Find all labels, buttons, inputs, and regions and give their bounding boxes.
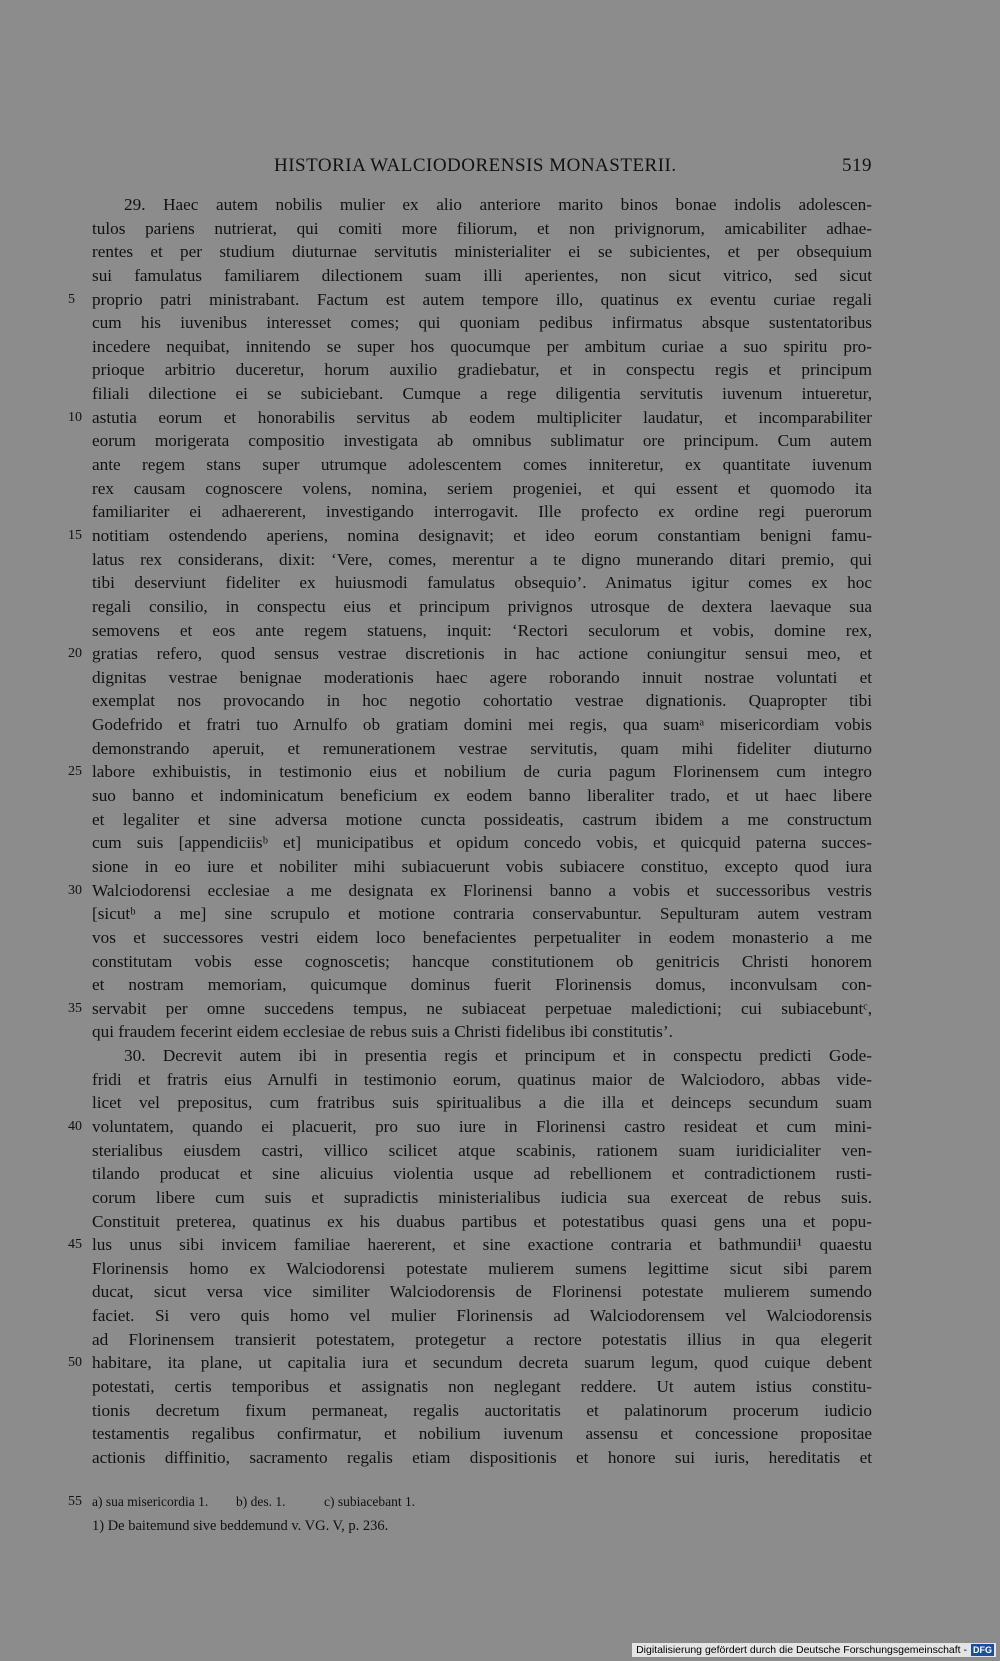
text-line <box>92 217 872 241</box>
line-text: familiariter ei adhaererent, investigando interrogavit. Ille profecto ex ordine regi puerorum <box>92 502 872 522</box>
text-line <box>92 429 872 453</box>
line-text: sterialibus eiusdem castri, villico scilicet atque scabinis, rationem suam iuridicialiter ven- <box>92 1140 872 1160</box>
text-line <box>92 1446 872 1470</box>
line-text: et legaliter et sine adversa motione cuncta possideatis, castrum ibidem a me constructum <box>92 809 872 829</box>
line-number: 30 <box>68 882 82 898</box>
line-text: eorum morigerata compositio investigata ab omnibus sublimatur ore principum. Cum autem <box>92 431 872 451</box>
line-text: cum his iuvenibus interesset comes; qui quoniam pedibus infirmatus absque sustentatoribus <box>92 313 872 333</box>
line-text: Walciodorensi ecclesiae a me designata ex Florinensi banno a vobis et successoribus vestris <box>92 880 872 900</box>
text-line <box>92 193 872 217</box>
apparatus-note-b: b) des. 1. <box>236 1494 286 1509</box>
line-number: 35 <box>68 1000 82 1016</box>
line-text: constitutam vobis esse cognoscetis; hancque constitutionem ob genitricis Christi honorem <box>92 951 872 971</box>
text-line <box>92 666 872 690</box>
text-line <box>92 500 872 524</box>
line-text: regali consilio, in conspectu eius et principum privignos utrosque de dextera laevaque sua <box>92 596 872 616</box>
text-line <box>92 902 872 926</box>
text-line <box>92 973 872 997</box>
line-text: Constituit preterea, quatinus ex his duabus partibus et potestatibus quasi gens una et popu- <box>92 1211 872 1231</box>
line-text: qui fraudem fecerint eidem ecclesiae de rebus suis a Christi fidelibus ibi constitutis’. <box>92 1022 673 1042</box>
text-line <box>92 571 872 595</box>
text-line <box>92 311 872 335</box>
text-line <box>68 524 872 548</box>
line-text: 29. Haec autem nobilis mulier ex alio anteriore marito binos bonae indolis adolescen- <box>124 195 872 214</box>
line-text: notitiam ostendendo aperiens, nomina designavit; et ideo eorum constantiam benigni famu- <box>92 525 872 545</box>
text-line <box>68 760 872 784</box>
text-line <box>92 1257 872 1281</box>
apparatus-note-a: a) sua misericordia 1. <box>92 1494 209 1509</box>
text-line <box>92 1139 872 1163</box>
line-text: incedere nequibat, innitendo se super hos quocumque per ambitum curiae a suo spiritu pro- <box>92 336 872 356</box>
text-line <box>68 288 872 312</box>
line-text: ducat, sicut versa vice similiter Walciodorensis de Florinensi potestate mulierem sumendo <box>92 1282 872 1302</box>
line-text: tilando producat et sine alicuius violentia usque ad rebellionem et contradictionem rusti- <box>92 1164 872 1184</box>
line-number: 5 <box>68 291 75 307</box>
line-text: Florinensis homo ex Walciodorensi potestate mulierem sumens legittime sicut sibi parem <box>92 1258 872 1278</box>
text-line <box>92 1044 872 1068</box>
line-text: 30. Decrevit autem ibi in presentia regis et principum et in conspectu predicti Gode- <box>124 1046 872 1066</box>
line-text: vos et successores vestri eidem loco benefacientes perpetualiter in eodem monasterio a me <box>92 927 872 947</box>
text-line <box>68 1233 872 1257</box>
text-line <box>92 1020 872 1044</box>
text-line <box>92 737 872 761</box>
credit-text: Digitalisierung gefördert durch die Deutsche Forschungsgemeinschaft - <box>636 1644 967 1656</box>
line-number: 45 <box>68 1237 82 1253</box>
line-text: Godefrido et fratri tuo Arnulfo ob gratiam domini mei regis, qua suamᵃ misericordiam vobis <box>92 715 872 735</box>
text-line <box>92 1375 872 1399</box>
text-line <box>92 1280 872 1304</box>
line-number: 40 <box>68 1118 82 1134</box>
line-text: dignitas vestrae benignae moderationis haec agere roborando innuit nostrae voluntati et <box>92 667 872 687</box>
text-line <box>92 382 872 406</box>
text-line <box>68 642 872 666</box>
line-text: latus rex considerans, dixit: ‘Vere, comes, merentur a te digno munerando ditari premio, qui <box>92 549 872 569</box>
apparatus-line <box>68 1491 872 1513</box>
line-text: rex causam cognoscere volens, nomina, seriem progeniei, et qui essent et quomodo ita <box>92 478 872 498</box>
text-line <box>92 855 872 879</box>
line-text: sione in eo iure et nobiliter mihi subiacuerunt vobis subiacere constituo, excepto quod iura <box>92 856 872 876</box>
line-text: labore exhibuistis, in testimonio eius et nobilium de curia pagum Florinensem cum integro <box>92 762 872 782</box>
dfg-credit <box>632 1643 996 1657</box>
text-line <box>92 335 872 359</box>
footnote-1: 1) De baitemund sive beddemund v. VG. V, p. 236. <box>92 1518 389 1534</box>
line-text: gratias refero, quod sensus vestrae discretionis in hac actione coniungitur sensui meo, et <box>92 644 872 664</box>
line-text: exemplat nos provocando in hoc negotio cohortatio vestrae dignationis. Quapropter tibi <box>92 691 872 711</box>
text-line <box>92 453 872 477</box>
line-number: 20 <box>68 646 82 662</box>
text-line <box>92 619 872 643</box>
text-line <box>92 808 872 832</box>
text-line <box>92 1304 872 1328</box>
line-text: prioque arbitrio duceretur, horum auxilio gradiebatur, et in conspectu regis et principum <box>92 360 872 380</box>
line-text: et nostram memoriam, quicumque dominus fuerit Florinensis domus, inconvulsam con- <box>92 975 872 995</box>
text-line <box>92 926 872 950</box>
line-text: tionis decretum fixum permaneat, regalis auctoritatis et palatinorum procerum iudicio <box>92 1400 872 1420</box>
line-number: 50 <box>68 1355 82 1371</box>
line-text: tibi deserviunt fideliter ex huiusmodi famulatus obsequio’. Animatus igitur comes ex hoc <box>92 573 872 593</box>
text-line <box>92 1091 872 1115</box>
text-line <box>92 689 872 713</box>
line-text: cum suis [appendiciisᵇ et] municipatibus et opidum concedo vobis, et quicquid paterna succes- <box>92 833 872 853</box>
line-text: suo banno et indominicatum beneficium ex eodem banno liberaliter trado, et ut haec libere <box>92 786 872 806</box>
text-line <box>68 406 872 430</box>
text-line <box>92 1186 872 1210</box>
line-text: actionis diffinitio, sacramento regalis etiam dispositionis et honore sui iuris, hereditatis et <box>92 1447 872 1467</box>
line-text: sui famulatus familiarem dilectionem suam illi aperientes, non sicut vitrico, sed sicut <box>92 265 872 285</box>
line-text: rentes et per studium diuturnae servitutis ministerialiter ei se subicientes, et per obsequium <box>92 242 872 262</box>
line-text: tulos pariens nutrierat, qui comiti more filiorum, et non privignorum, amicabiliter adhae- <box>92 218 872 238</box>
line-number: 10 <box>68 409 82 425</box>
line-text: ad Florinensem transierit potestatem, protegetur a rectore potestatis illius in qua elegerit <box>92 1329 872 1349</box>
apparatus-note-c: c) subiacebant 1. <box>324 1494 416 1509</box>
text-line <box>68 1115 872 1139</box>
dfg-logo-icon: DFG <box>973 1645 992 1655</box>
text-line <box>92 1162 872 1186</box>
line-text: potestati, certis temporibus et assignatis non neglegant reddere. Ut autem istius constitu- <box>92 1377 872 1397</box>
line-text: [sicutᵇ a me] sine scrupulo et motione contraria conservabuntur. Sepulturam autem vestram <box>92 904 872 924</box>
line-number: 25 <box>68 764 82 780</box>
line-text: testamentis regalibus confirmatur, et nobilium iuvenum assensu et concessione propositae <box>92 1424 872 1444</box>
text-line <box>92 1328 872 1352</box>
line-text: astutia eorum et honorabilis servitus ab eodem multipliciter laudatur, et incomparabiliter <box>92 407 872 427</box>
text-line <box>92 1068 872 1092</box>
text-line <box>92 595 872 619</box>
text-line <box>92 831 872 855</box>
line-number: 15 <box>68 527 82 543</box>
text-line <box>68 997 872 1021</box>
line-text: ante regem stans super utrumque adolescentem comes inniteretur, ex quantitate iuvenum <box>92 455 872 475</box>
line-text: corum libere cum suis et supradictis ministerialibus iudicia sua exerceat de rebus suis. <box>92 1187 872 1207</box>
line-text: licet vel prepositus, cum fratribus suis spiritualibus a die illa et deinceps secundum suam <box>92 1093 872 1113</box>
line-text: habitare, ita plane, ut capitalia iura et secundum decreta suarum legum, quod cuique debent <box>92 1353 872 1373</box>
footnotes <box>68 1491 872 1534</box>
line-text: faciet. Si vero quis homo vel mulier Florinensis ad Walciodorensem vel Walciodorensis <box>92 1306 872 1326</box>
text-line <box>92 264 872 288</box>
running-title: HISTORIA WALCIODORENSIS MONASTERII. <box>274 155 677 176</box>
line-text: voluntatem, quando ei placuerit, pro suo iure in Florinensi castro resideat et cum mini- <box>92 1116 872 1136</box>
line-text: filiali dilectione ei se subiciebant. Cumque a rege diligentia servitutis iuvenum intueretur, <box>92 384 872 404</box>
line-text: demonstrando aperuit, et remunerationem vestrae servitutis, quam mihi fideliter diuturno <box>92 738 872 758</box>
line-number: 55 <box>68 1494 82 1509</box>
line-text: servabit per omne succedens tempus, ne subiaceat perpetuae maledictioni; cui subiacebuntᶜ, <box>92 998 872 1018</box>
page-number: 519 <box>842 155 872 176</box>
text-line <box>92 1422 872 1446</box>
line-text: semovens et eos ante regem statuens, inquit: ‘Rectori seculorum et vobis, domine rex, <box>92 620 872 640</box>
text-line <box>92 784 872 808</box>
line-text: proprio patri ministrabant. Factum est autem tempore illo, quatinus ex eventu curiae regali <box>92 289 872 309</box>
text-line <box>92 1399 872 1423</box>
line-text: fridi et fratris eius Arnulfi in testimonio eorum, quatinus maior de Walciodoro, abbas vide- <box>92 1069 872 1089</box>
text-line <box>92 713 872 737</box>
main-text <box>68 193 872 1470</box>
text-line <box>68 879 872 903</box>
text-line <box>92 548 872 572</box>
text-line <box>92 240 872 264</box>
text-line <box>68 1351 872 1375</box>
text-line <box>92 950 872 974</box>
text-line <box>92 1210 872 1234</box>
text-line <box>92 358 872 382</box>
text-line <box>92 477 872 501</box>
line-text: lus unus sibi invicem familiae haererent, et sine exactione contraria et bathmundii¹ quaestu <box>92 1235 872 1255</box>
